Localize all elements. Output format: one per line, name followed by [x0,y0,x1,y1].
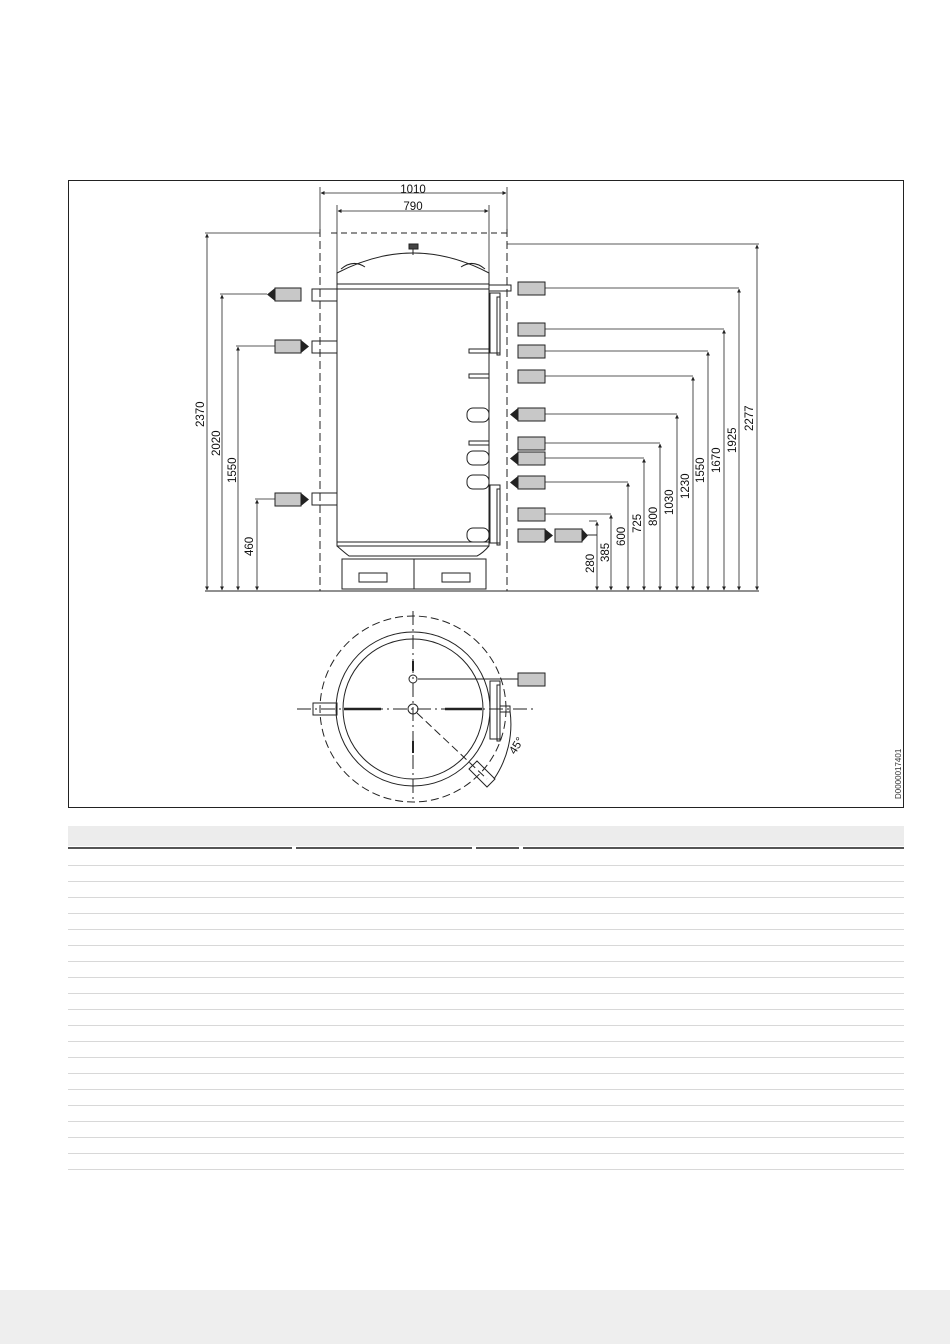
dim-height-385: 385 [600,542,612,562]
dim-height-280: 280 [585,553,597,573]
technical-drawing [68,180,904,808]
plan-connection-label [518,673,545,686]
table-row [68,914,904,930]
dim-height-1550-right: 1550 [695,457,707,483]
dim-height-800: 800 [648,506,660,526]
table-row [68,962,904,978]
angle-label: 45° [507,735,527,757]
footer-band [0,1290,950,1344]
dim-width-inner: 790 [403,201,423,213]
tank-plan-view [297,611,537,803]
table-row [68,1106,904,1122]
table-row [68,946,904,962]
table-row [68,994,904,1010]
dim-height-1230: 1230 [680,473,692,499]
table-row [68,930,904,946]
table-header [68,826,904,846]
dim-height-725: 725 [632,513,644,533]
table-row [68,1122,904,1138]
table-row [68,1026,904,1042]
dim-height-2370: 2370 [195,401,207,427]
dim-height-2277: 2277 [744,405,756,431]
table-row [68,866,904,882]
table-row [68,1058,904,1074]
table-row [68,1138,904,1154]
dim-width-outer: 1010 [400,184,426,196]
dim-height-600: 600 [616,526,628,546]
table-body [68,850,904,1170]
table-row [68,1042,904,1058]
table-header-col-2 [296,847,472,849]
connection-labels [275,282,582,542]
table-row [68,1010,904,1026]
table-row [68,1074,904,1090]
dimension-lines [207,193,757,590]
dim-height-1670: 1670 [711,447,723,473]
table-row [68,1090,904,1106]
table-row [68,850,904,866]
data-table [68,826,904,1170]
dim-height-2020: 2020 [211,430,223,456]
table-row [68,978,904,994]
document-id: D0000017401 [894,748,903,799]
table-header-col-3 [476,847,519,849]
tank-side-view [205,229,759,591]
table-row [68,882,904,898]
table-header-col-4 [523,847,904,849]
dim-height-1030: 1030 [664,489,676,515]
table-header-col-1 [68,847,292,849]
drawing-svg [69,181,905,809]
table-row [68,898,904,914]
dim-height-1550-left: 1550 [227,457,239,483]
table-row [68,1154,904,1170]
dim-height-1925: 1925 [727,427,739,453]
dim-height-460: 460 [244,536,256,556]
